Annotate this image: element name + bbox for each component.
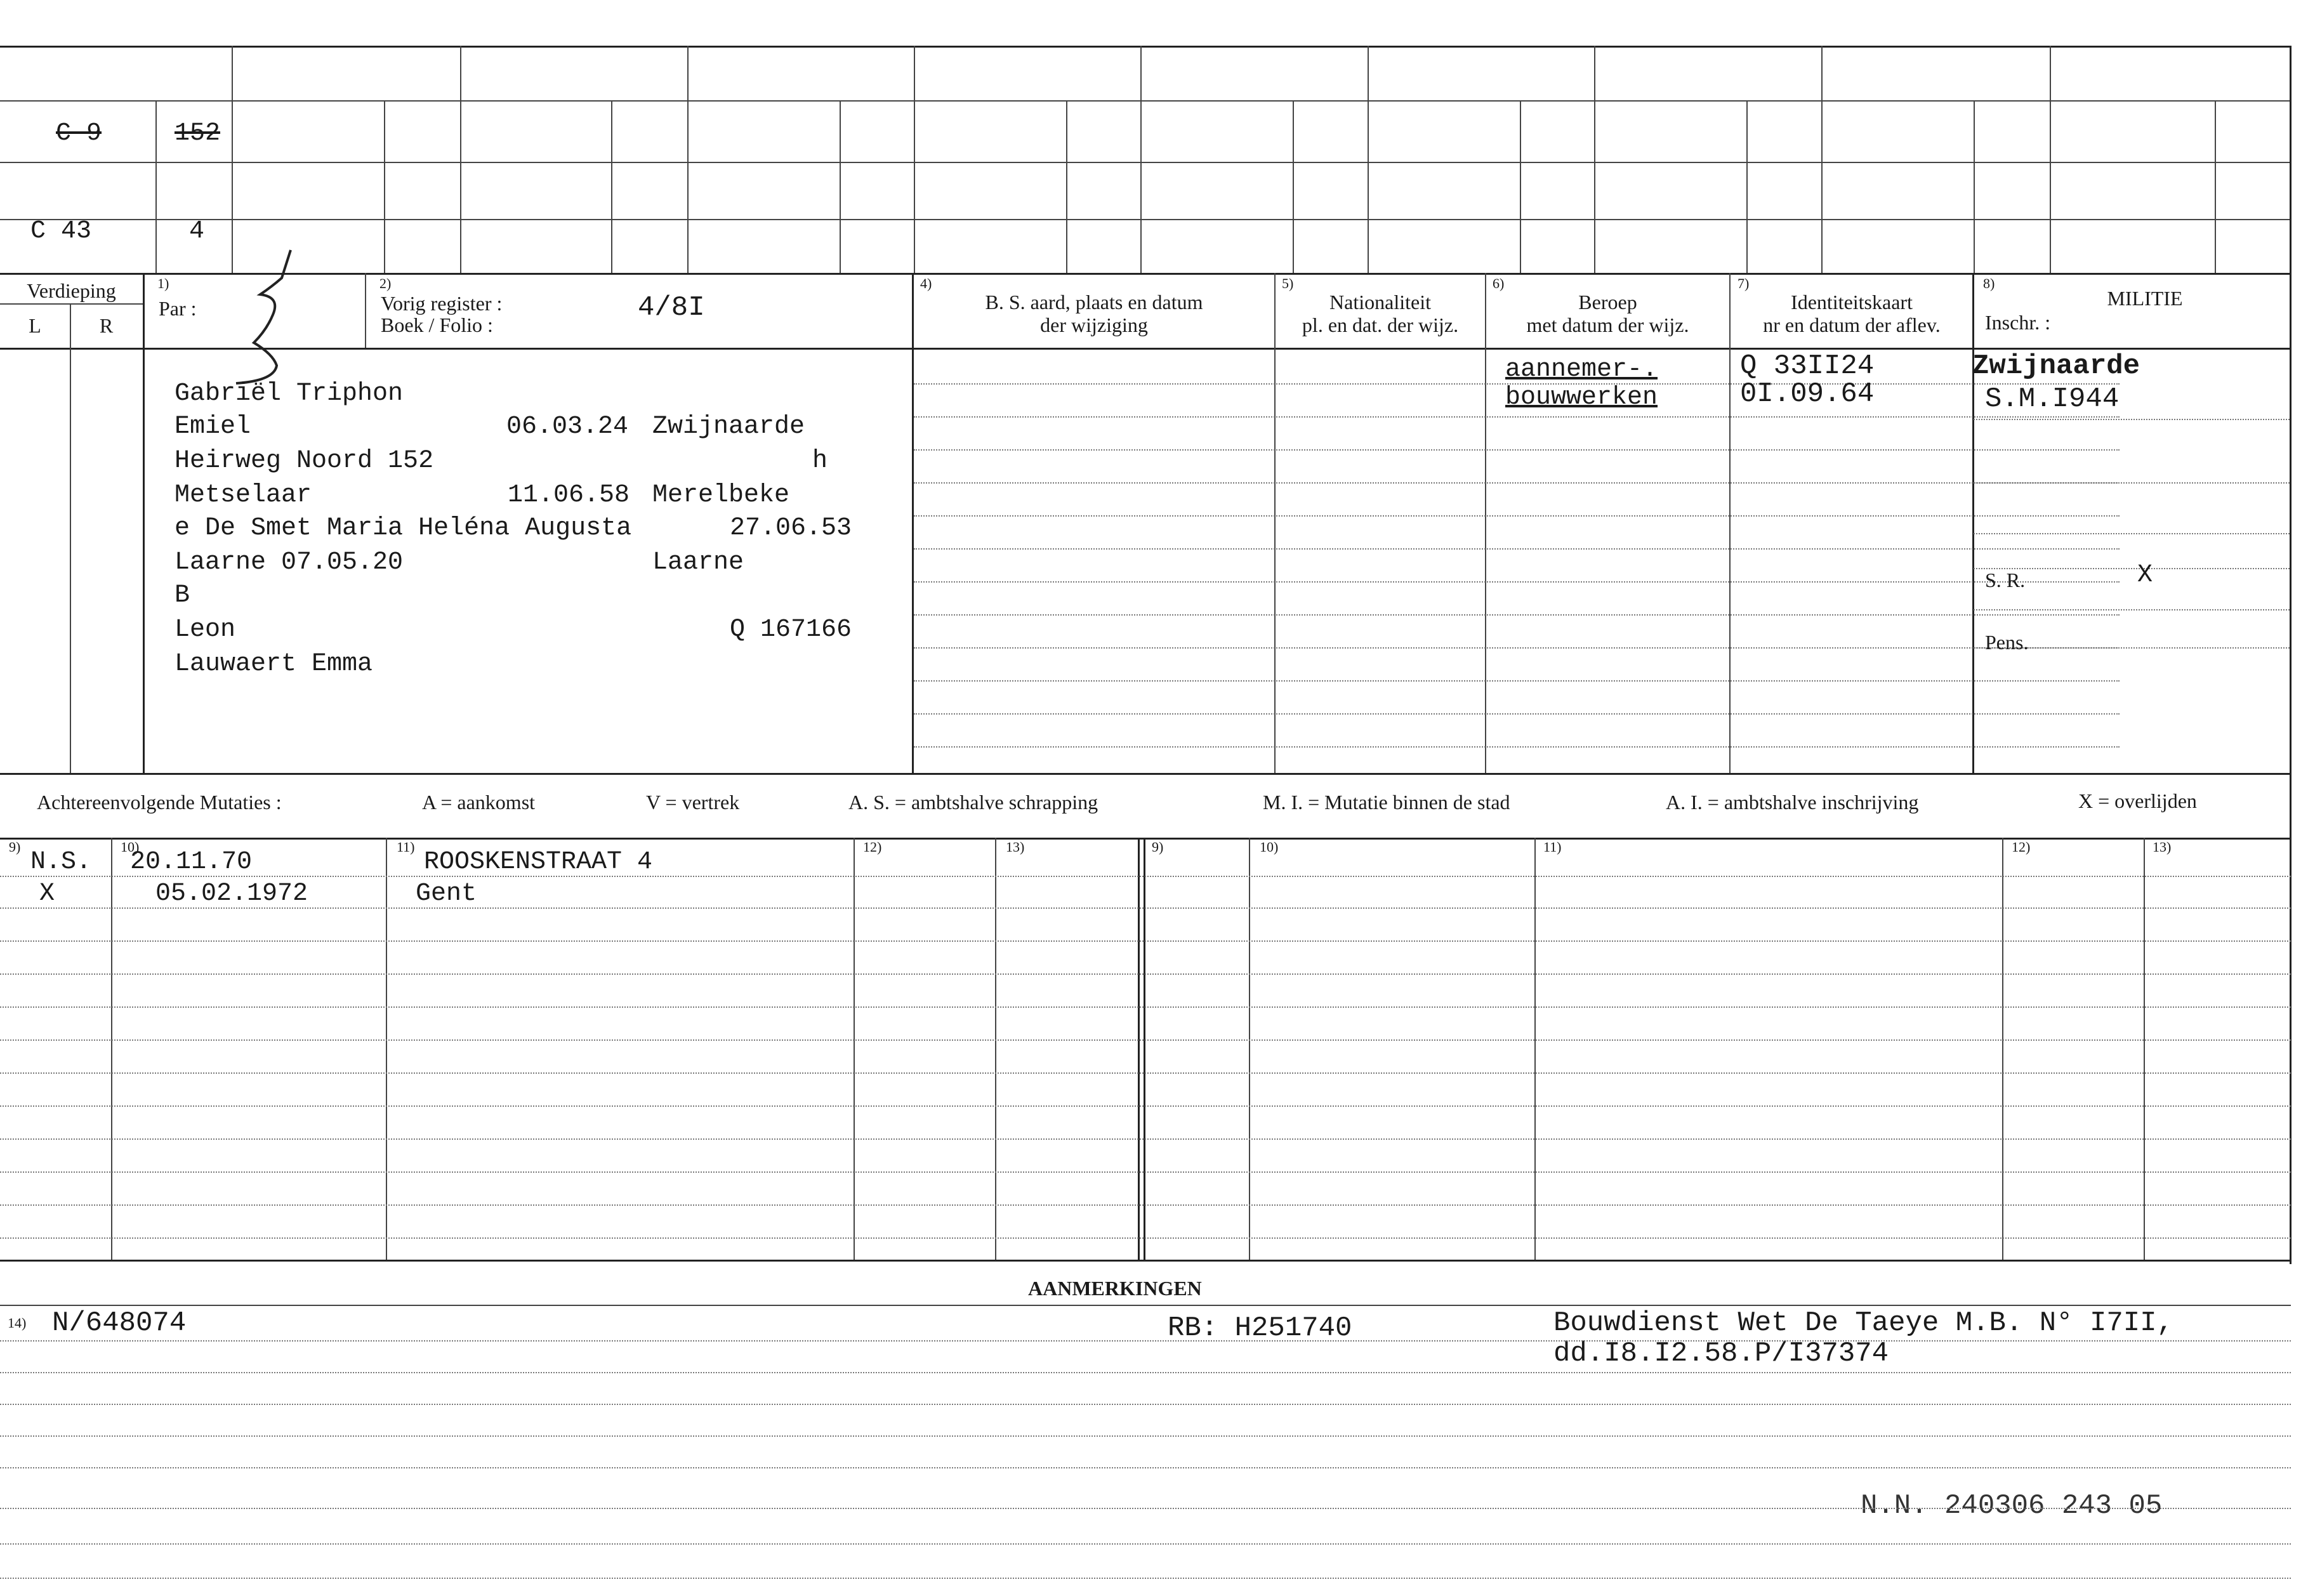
mut-row-line bbox=[0, 907, 2291, 909]
col-divider-par bbox=[365, 273, 366, 348]
top-grid-vline bbox=[1974, 100, 1975, 273]
header-bottom-line bbox=[0, 348, 2291, 350]
person-id-number: Q 167166 bbox=[730, 616, 852, 644]
top-grid-line-2 bbox=[0, 162, 2291, 163]
top-grid-vline bbox=[2050, 46, 2051, 273]
row-line bbox=[914, 416, 2120, 418]
row-line bbox=[914, 680, 2120, 682]
remarks-top-line bbox=[0, 1305, 2291, 1306]
mut-header: 9) bbox=[9, 839, 21, 855]
row-line bbox=[914, 746, 2120, 748]
top-grid-vline bbox=[460, 46, 461, 273]
mutation-address: Gent bbox=[416, 880, 477, 908]
row-line bbox=[914, 548, 2120, 550]
mutation-address: ROOSKENSTRAAT 4 bbox=[424, 848, 653, 876]
mut-header: 9) bbox=[1152, 839, 1164, 855]
remarks-line bbox=[0, 1467, 2291, 1468]
person-b: B bbox=[175, 581, 190, 610]
remarks-nn: N.N. 240306 243 05 bbox=[1861, 1490, 2163, 1522]
footnote-1: 1) bbox=[157, 275, 169, 291]
header-top-line bbox=[0, 273, 2291, 275]
remarks-line bbox=[0, 1543, 2291, 1545]
beroep-header-1: Beroep bbox=[1578, 291, 1637, 313]
current-code: C 43 bbox=[30, 217, 92, 246]
mutations-top-line bbox=[0, 838, 2291, 840]
person-birth-date: 06.03.24 bbox=[506, 412, 629, 441]
legend-schrapping: A. S. = ambtshalve schrapping bbox=[848, 791, 1098, 814]
legend-aankomst: A = aankomst bbox=[422, 791, 536, 814]
person-marriage-date: 27.06.53 bbox=[730, 514, 852, 543]
mut-header: 12) bbox=[863, 839, 882, 855]
top-grid-vline bbox=[384, 100, 385, 273]
mut-vline bbox=[1534, 838, 1536, 1260]
nat-header-2: pl. en dat. der wijz. bbox=[1302, 313, 1459, 336]
mut-row-line bbox=[0, 1138, 2291, 1140]
person-spouse-birth: Laarne 07.05.20 bbox=[175, 548, 404, 577]
top-grid-vline bbox=[611, 100, 612, 273]
id-card-date: 0I.09.64 bbox=[1740, 378, 1875, 410]
top-grid-vline bbox=[1140, 46, 1142, 273]
row-line bbox=[914, 482, 2120, 484]
mut-center-vline bbox=[1138, 838, 1140, 1260]
mut-center-vline bbox=[1144, 838, 1145, 1260]
beroep-value-2: bouwwerken bbox=[1505, 383, 1658, 412]
sr-label: S. R. bbox=[1985, 569, 2026, 591]
top-grid-vline bbox=[1746, 100, 1748, 273]
beroep-value-1: aannemer-. bbox=[1505, 355, 1658, 384]
col-divider-id bbox=[1729, 273, 1731, 773]
person-job-place: Merelbeke bbox=[652, 481, 790, 510]
militie-line bbox=[1974, 533, 2290, 534]
person-spouse: e De Smet Maria Heléna Augusta bbox=[175, 514, 632, 543]
person-job-date: 11.06.58 bbox=[508, 481, 630, 510]
mut-header: 10) bbox=[121, 839, 140, 855]
legend-overlijden: X = overlijden bbox=[2078, 789, 2197, 812]
person-name: Emiel bbox=[175, 412, 251, 441]
remarks-number: N/648074 bbox=[52, 1307, 187, 1339]
col-divider-lr bbox=[70, 303, 71, 773]
mut-vline bbox=[854, 838, 855, 1260]
remarks-line bbox=[0, 1508, 2291, 1509]
mutations-bottom-line bbox=[0, 1260, 2291, 1262]
person-mother: Lauwaert Emma bbox=[175, 650, 373, 678]
mut-header: 13) bbox=[1006, 839, 1025, 855]
row-line bbox=[914, 647, 2120, 649]
top-grid-vline bbox=[1293, 100, 1294, 273]
id-header-1: Identiteitskaart bbox=[1791, 291, 1913, 313]
bs-header-2: der wijziging bbox=[1040, 313, 1148, 336]
mut-row-line bbox=[0, 1171, 2291, 1173]
bs-header-1: B. S. aard, plaats en datum bbox=[985, 291, 1203, 313]
par-handwritten-mark bbox=[235, 247, 311, 387]
mut-row-line bbox=[0, 1204, 2291, 1206]
footnote-4: 4) bbox=[920, 275, 932, 291]
mutation-code: N.S. bbox=[30, 848, 92, 876]
top-grid-vline bbox=[155, 100, 157, 273]
mutation-code: X bbox=[39, 880, 55, 908]
top-grid-vline bbox=[687, 46, 689, 273]
col-r-label: R bbox=[99, 314, 114, 337]
row-line bbox=[914, 581, 2120, 583]
mut-vline bbox=[1249, 838, 1250, 1260]
top-grid-vline bbox=[1520, 100, 1521, 273]
top-grid-line-3 bbox=[0, 219, 2291, 220]
person-mark-h: h bbox=[812, 447, 828, 475]
remarks-line bbox=[0, 1372, 2291, 1373]
top-grid-line-1 bbox=[0, 100, 2291, 102]
id-header-2: nr en datum der aflev. bbox=[1763, 313, 1941, 336]
top-grid-vline bbox=[914, 46, 915, 273]
top-grid-vline bbox=[840, 100, 841, 273]
militie-line bbox=[1974, 609, 2290, 610]
col-l-label: L bbox=[29, 314, 41, 337]
top-grid-vline bbox=[1821, 46, 1823, 273]
footnote-7: 7) bbox=[1738, 275, 1750, 291]
mutation-date: 05.02.1972 bbox=[155, 880, 308, 908]
mut-vline bbox=[995, 838, 996, 1260]
remarks-title: AANMERKINGEN bbox=[1028, 1277, 1202, 1300]
verdieping-label: Verdieping bbox=[27, 279, 116, 302]
top-grid-vline bbox=[232, 46, 233, 273]
mut-vline bbox=[111, 838, 112, 1260]
nat-header-1: Nationaliteit bbox=[1329, 291, 1431, 313]
right-border bbox=[2290, 46, 2292, 1264]
top-border bbox=[0, 46, 2291, 48]
top-grid-vline bbox=[1368, 46, 1369, 273]
remarks-note-2: dd.I8.I2.58.P/I37374 bbox=[1553, 1338, 1889, 1369]
remarks-note-1: Bouwdienst Wet De Taeye M.B. N° I7II, bbox=[1553, 1307, 2173, 1339]
person-given-names: Gabriël Triphon bbox=[175, 379, 404, 408]
mut-row-line bbox=[0, 1039, 2291, 1041]
mut-row-line bbox=[0, 1237, 2291, 1239]
remarks-line bbox=[0, 1578, 2291, 1579]
person-birth-place: Zwijnaarde bbox=[652, 412, 805, 441]
footnote-6: 6) bbox=[1493, 275, 1505, 291]
col-divider-beroep bbox=[1485, 273, 1486, 773]
mut-row-line bbox=[0, 973, 2291, 975]
mut-row-line bbox=[0, 1006, 2291, 1008]
mut-header: 13) bbox=[2153, 839, 2172, 855]
remarks-line bbox=[0, 1435, 2291, 1437]
vorig-register-value: 4/8I bbox=[638, 292, 705, 324]
mut-header: 11) bbox=[1543, 839, 1562, 855]
mut-vline bbox=[2002, 838, 2003, 1260]
row-line bbox=[914, 713, 2120, 715]
col-divider-bs bbox=[912, 273, 914, 773]
col-divider-nat bbox=[1274, 273, 1276, 773]
militie-line bbox=[1974, 482, 2290, 484]
row-line bbox=[914, 515, 2120, 517]
legend-vertrek: V = vertrek bbox=[646, 791, 740, 814]
col-divider-left bbox=[143, 273, 145, 773]
mut-vline bbox=[2144, 838, 2145, 1260]
mut-row-line bbox=[0, 1072, 2291, 1074]
par-label: Par : bbox=[159, 297, 197, 320]
legend-inschrijving: A. I. = ambtshalve inschrijving bbox=[1666, 791, 1919, 814]
verdieping-divider bbox=[0, 303, 143, 305]
mut-row-line bbox=[0, 876, 2291, 877]
mutations-title: Achtereenvolgende Mutaties : bbox=[37, 791, 282, 814]
sr-value: X bbox=[2137, 561, 2153, 590]
beroep-header-2: met datum der wijz. bbox=[1526, 313, 1689, 336]
id-card-number: Q 33II24 bbox=[1740, 350, 1875, 382]
remarks-rb: RB: H251740 bbox=[1168, 1312, 1352, 1344]
mut-header: 12) bbox=[2012, 839, 2031, 855]
inschr-label: Inschr. : bbox=[1985, 311, 2051, 334]
militie-sm: S.M.I944 bbox=[1985, 383, 2120, 415]
row-line bbox=[914, 449, 2120, 451]
militie-header: MILITIE bbox=[2107, 287, 2183, 310]
top-grid-vline bbox=[1594, 46, 1595, 273]
top-grid-vline bbox=[1066, 100, 1067, 273]
person-father: Leon bbox=[175, 616, 236, 644]
footnote-8: 8) bbox=[1983, 275, 1995, 291]
mutation-date: 20.11.70 bbox=[130, 848, 253, 876]
old-number: 152 bbox=[175, 119, 221, 148]
remarks-line bbox=[0, 1404, 2291, 1405]
militie-place: Zwijnaarde bbox=[1972, 350, 2140, 382]
vorig-register-label: Vorig register : bbox=[381, 292, 503, 315]
mut-row-line bbox=[0, 1105, 2291, 1107]
footnote-2: 2) bbox=[379, 275, 392, 291]
old-code: C 9 bbox=[56, 119, 102, 148]
remarks-line bbox=[0, 1340, 2291, 1342]
col-divider-militie bbox=[1972, 273, 1974, 773]
mut-header: 11) bbox=[397, 839, 415, 855]
footnote-5: 5) bbox=[1282, 275, 1294, 291]
pens-label: Pens. bbox=[1985, 631, 2029, 654]
top-grid-vline bbox=[2215, 100, 2216, 273]
mut-header: 10) bbox=[1260, 839, 1279, 855]
person-address: Heirweg Noord 152 bbox=[175, 447, 434, 475]
main-bottom-line bbox=[0, 773, 2291, 775]
current-number: 4 bbox=[189, 217, 205, 246]
person-job: Metselaar bbox=[175, 481, 312, 510]
mut-vline bbox=[386, 838, 387, 1260]
militie-line bbox=[1974, 419, 2290, 420]
legend-mutatie: M. I. = Mutatie binnen de stad bbox=[1263, 791, 1510, 814]
row-line bbox=[914, 614, 2120, 616]
person-marriage-place: Laarne bbox=[652, 548, 744, 577]
boek-folio-label: Boek / Folio : bbox=[381, 313, 493, 336]
mut-row-line bbox=[0, 940, 2291, 942]
footnote-14: 14) bbox=[8, 1315, 27, 1331]
